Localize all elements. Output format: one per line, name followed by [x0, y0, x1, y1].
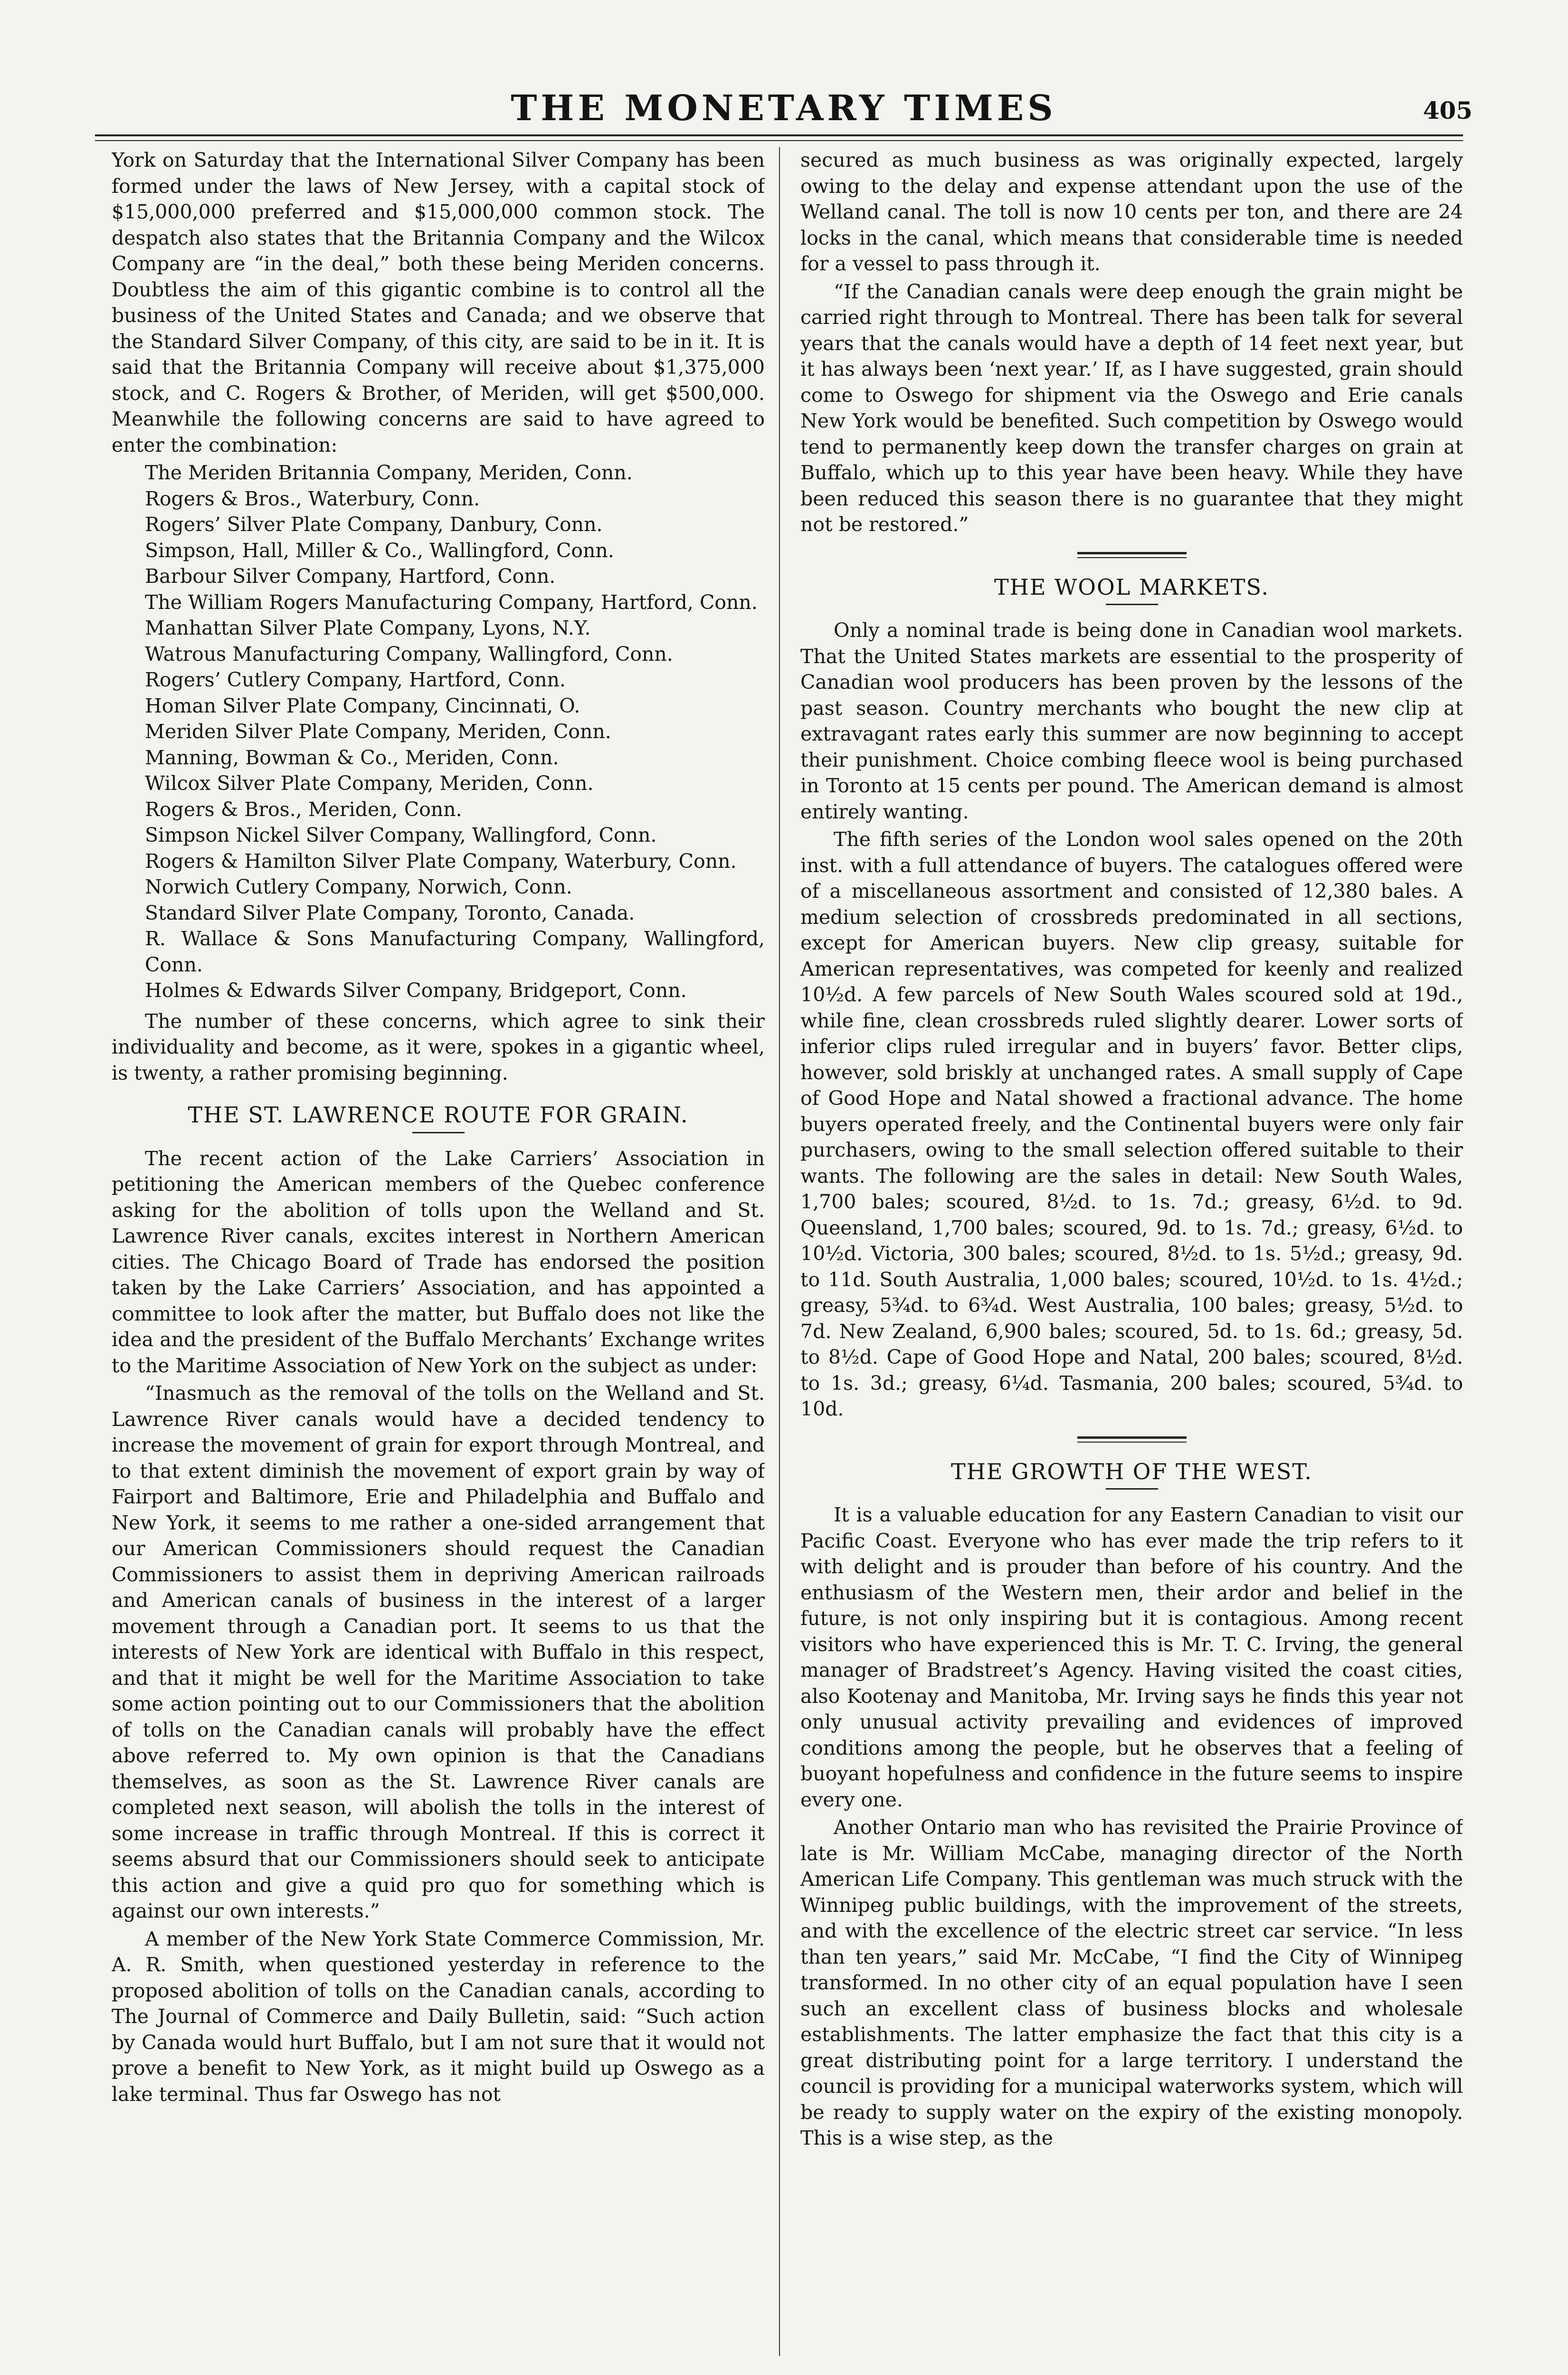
- list-item: Rogers & Hamilton Silver Plate Company, Waterbury, Conn.: [145, 849, 737, 873]
- masthead: THE MONETARY TIMES: [511, 88, 1057, 129]
- grain-paragraph-3: A member of the New York State Commerce Commission, Mr. A. R. Smith, when questioned yesterday in reference to the proposed abolition of tolls on the Canadian canals, according to The Journal of Commerce and Daily Bulletin, said: “Such action by Canada would hurt Buffalo, but I am not sure that it would not prove a benefit to New York, as it might build up Oswego as a lake terminal. Thus far Oswego has not: [112, 1927, 765, 2106]
- silver-combine-paragraph: York on Saturday that the International Silver Company has been formed under the laws of New Jersey, with a capital stock of $15,000,000 preferred and $15,000,000 common stock. The despatch also states that the Britannia Company and the Wilcox Company are “in the deal,” both these being Meriden concerns. Doubtless the aim of this gigantic combine is to control all the business of the United States and Canada; and we observe that the Standard Silver Company, of this city, are said to be in it. It is said that the Britannia Company will receive about $1,375,000 stock, and C. Rogers & Brother, of Meriden, will get $500,000. Meanwhile the following concerns are said to have agreed to enter the combination:: [112, 149, 765, 456]
- grain-route-heading: THE ST. LAWRENCE ROUTE FOR GRAIN.: [188, 1102, 689, 1128]
- list-item: Manhattan Silver Plate Company, Lyons, N.Y.: [145, 617, 591, 639]
- list-item: Rogers’ Cutlery Company, Hartford, Conn.: [145, 668, 566, 691]
- wool-markets-heading: THE WOOL MARKETS.: [994, 574, 1269, 600]
- list-item: Homan Silver Plate Company, Cincinnati, O.: [145, 694, 580, 717]
- west-paragraph-1: It is a valuable education for any Eastern Canadian to visit our Pacific Coast. Everyone who has ever made the trip refers to it with delight and is prouder than before of his country. And the enthusiasm of the Western men, their ardor and belief in the future, is not only inspiring but it is contagious. Among recent visitors who have experienced this is Mr. T. C. Irving, the general manager of Bradstreet’s Agency. Having visited the coast cities, also Kootenay and Manitoba, Mr. Irving says he finds this year not only unusual activity prevailing and evidences of improved conditions among the people, but he observes that a feeling of buoyant hopefulness and confidence in the future seems to inspire every one.: [800, 1503, 1463, 1811]
- list-item: Norwich Cutlery Company, Norwich, Conn.: [145, 875, 572, 898]
- growth-west-heading: THE GROWTH OF THE WEST.: [951, 1458, 1312, 1484]
- list-item: Rogers & Bros., Waterbury, Conn.: [145, 487, 480, 510]
- grain-paragraph-2: “Inasmuch as the removal of the tolls on the Welland and St. Lawrence River canals would have a decided tendency to increase the movement of grain for export through Montreal, and to that extent diminish the movement of export grain by way of Fairport and Baltimore, Erie and Philadelphia and Buffalo and New York, it seems to me rather a one-sided arrangement that our American Commissioners should request the Canadian Commissioners to assist them in depriving American railroads and American canals of business in the interest of a larger movement through a Canadian port. It seems to us that the interests of New York are identical with Buffalo in this respect, and that it might be well for the Maritime Association to take some action pointing out to our Commissioners that the abolition of tolls on the Canadian canals will probably have the effect above referred to. My own opinion is that the Canadians themselves, as soon as the St. Lawrence River canals are completed next season, will abolish the tolls in the interest of some increase in traffic through Montreal. If this is correct it seems absurd that our Commissioners should seek to anticipate this action and give a quid pro quo for something which is against our own interests.”: [112, 1382, 765, 1922]
- list-item: Barbour Silver Company, Hartford, Conn.: [145, 565, 556, 588]
- list-item: R. Wallace & Sons Manufacturing Company, Wallingford, Conn.: [145, 927, 765, 976]
- column-right: [800, 147, 1463, 2356]
- list-item: Watrous Manufacturing Company, Wallingford, Conn.: [145, 642, 673, 665]
- number-paragraph: The number of these concerns, which agree to sink their individuality and become, as it were, spokes in a gigantic wheel, is twenty, a rather promising beginning.: [112, 1009, 765, 1084]
- page-header: [95, 83, 1473, 135]
- heading-rule: [1106, 1488, 1158, 1490]
- list-item: Wilcox Silver Plate Company, Meriden, Conn.: [145, 772, 594, 795]
- continued-paragraph: secured as much business as was originally expected, largely owing to the delay and expense attendant upon the use of the Welland canal. The toll is now 10 cents per ton, and there are 24 locks in the canal, which means that considerable time is needed for a vessel to pass through it.: [800, 149, 1463, 275]
- list-item: The William Rogers Manufacturing Company, Hartford, Conn.: [145, 590, 758, 614]
- list-item: The Meriden Britannia Company, Meriden, Conn.: [145, 461, 633, 484]
- section-rule: [1077, 1436, 1187, 1443]
- column-left: [112, 147, 765, 2356]
- company-list: [145, 460, 765, 1004]
- list-item: Standard Silver Plate Company, Toronto, Canada.: [145, 901, 635, 924]
- grain-paragraph-1: The recent action of the Lake Carriers’ Association in petitioning the American members of the Quebec conference asking for the abolition of tolls upon the Welland and St. Lawrence River canals, excites interest in Northern American cities. The Chicago Board of Trade has endorsed the position taken by the Lake Carriers’ Association, and has appointed a committee to look after the matter, but Buffalo does not like the idea and the president of the Buffalo Merchants’ Exchange writes to the Maritime Association of New York on the subject as under:: [112, 1147, 765, 1377]
- list-item: Meriden Silver Plate Company, Meriden, Conn.: [145, 720, 611, 743]
- list-item: Manning, Bowman & Co., Meriden, Conn.: [145, 746, 559, 769]
- column-divider: [779, 147, 780, 2356]
- header-rule: [95, 134, 1463, 141]
- page-number: 405: [1423, 96, 1473, 124]
- heading-rule: [412, 1132, 465, 1133]
- list-item: Rogers’ Silver Plate Company, Danbury, Conn.: [145, 513, 603, 536]
- list-item: Holmes & Edwards Silver Company, Bridgeport, Conn.: [145, 979, 687, 1002]
- wool-paragraph-2: The fifth series of the London wool sales opened on the 20th inst. with a full attendance of buyers. The catalogues offered were of a miscellaneous assortment and consisted of 12,380 bales. A medium selection of crossbreds predominated in all sections, except for American buyers. New clip greasy, suitable for American representatives, was competed for keenly and realized 10½d. A few parcels of New South Wales scoured sold at 19d., while fine, clean crossbreds ruled slightly dearer. Lower sorts of inferior clips ruled irregular and in buyers’ favor. Better clips, however, sold briskly at unchanged rates. A small supply of Cape of Good Hope and Natal showed a fractional advance. The home buyers operated freely, and the Continental buyers were only fair purchasers, owing to the small selection offered suitable to their wants. The following are the sales in detail: New South Wales, 1,700 bales; scoured, 8½d. to 1s. 7d.; greasy, 6½d. to 9d. Queensland, 1,700 bales; scoured, 9d. to 1s. 7d.; greasy, 6½d. to 10½d. Victoria, 300 bales; scoured, 8½d. to 1s. 5½d.; greasy, 9d. to 11d. South Australia, 1,000 bales; scoured, 10½d. to 1s. 4½d.; greasy, 5¾d. to 6¾d. West Australia, 100 bales; greasy, 5½d. to 7d. New Zealand, 6,900 bales; scoured, 5d. to 1s. 6d.; greasy, 5d. to 8½d. Cape of Good Hope and Natal, 200 bales; scoured, 8½d. to 1s. 3d.; greasy, 6¼d. Tasmania, 200 bales; scoured, 5¾d. to 10d.: [800, 828, 1463, 1420]
- west-paragraph-2: Another Ontario man who has revisited the Prairie Province of late is Mr. William McCabe, managing director of the North American Life Company. This gentleman was much struck with the Winnipeg public buildings, with the improvement of the streets, and with the excellence of the electric street car service. “In less than ten years,” said Mr. McCabe, “I find the City of Winnipeg transformed. In no other city of an equal population have I seen such an excellent class of business blocks and wholesale establishments. The latter emphasize the fact that this city is a great distributing point for a large territory. I understand the council is providing for a municipal waterworks system, which will be ready to supply water on the expiry of the existing monopoly. This is a wise step, as the: [800, 1816, 1463, 2149]
- list-item: Simpson, Hall, Miller & Co., Wallingford, Conn.: [145, 539, 614, 562]
- section-rule: [1077, 552, 1187, 558]
- canal-paragraph: “If the Canadian canals were deep enough the grain might be carried right through to Montreal. There has been talk for several years that the canals would have a depth of 14 feet next year, but it has always been ‘next year.’ If, as I have suggested, grain should come to Oswego for shipment via the Oswego and Erie canals New York would be benefited. Such competition by Oswego would tend to permanently keep down the transfer charges on grain at Buffalo, which up to this year have been heavy. While they have been reduced this season there is no guarantee that they might not be restored.”: [800, 280, 1463, 536]
- list-item: Simpson Nickel Silver Company, Wallingford, Conn.: [145, 824, 657, 846]
- heading-rule: [1106, 604, 1158, 605]
- wool-paragraph-1: Only a nominal trade is being done in Canadian wool markets. That the United States markets are essential to the prosperity of Canadian wool producers has been proven by the lessons of the past season. Country merchants who bought the new clip at extravagant rates early this summer are now beginning to accept their punishment. Choice combing fleece wool is being purchased in Toronto at 15 cents per pound. The American demand is almost entirely wanting.: [800, 619, 1463, 823]
- list-item: Rogers & Bros., Meriden, Conn.: [145, 798, 462, 821]
